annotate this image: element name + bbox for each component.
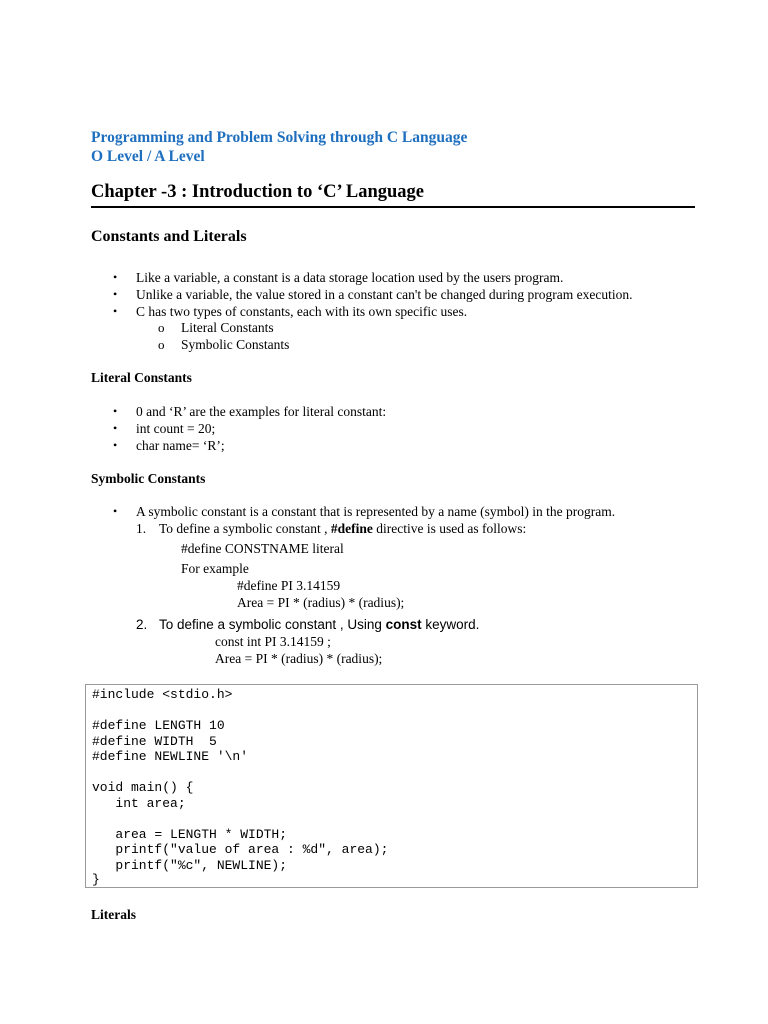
const-declaration: const int PI 3.14159 ; xyxy=(215,634,331,649)
item-2-suffix: keyword. xyxy=(421,617,480,632)
constants-bullet-3: C has two types of constants, each with its own specific uses. xyxy=(136,304,468,319)
const-area: Area = PI * (radius) * (radius); xyxy=(215,651,383,666)
chapter-title: Chapter -3 : Introduction to ‘C’ Language xyxy=(91,182,695,208)
symbolic-item-1-number: 1. xyxy=(136,521,147,536)
symbolic-item-2-text xyxy=(159,616,479,633)
bullet-marker: • xyxy=(113,304,118,318)
code-line: printf("%c", NEWLINE); xyxy=(92,857,288,873)
level-label: O Level / A Level xyxy=(91,148,205,165)
sub-bullet-marker: o xyxy=(158,320,165,335)
symbolic-item-2-number: 2. xyxy=(136,617,148,632)
example-define-pi: #define PI 3.14159 xyxy=(237,578,341,593)
define-keyword: #define xyxy=(330,521,373,536)
code-sample-box xyxy=(85,684,698,888)
bullet-marker: • xyxy=(113,504,118,518)
item-1-suffix: directive is used as follows: xyxy=(372,521,527,536)
code-line: #include <stdio.h> xyxy=(92,687,233,702)
code-line: } xyxy=(92,872,100,887)
literal-bullet-3: char name= ‘R’; xyxy=(136,438,225,453)
constants-bullet-1: Like a variable, a constant is a data storage location used by the users program. xyxy=(136,270,564,285)
code-line: #define WIDTH 5 xyxy=(92,733,217,749)
code-line: printf("value of area : %d", area); xyxy=(92,842,389,857)
bullet-marker: • xyxy=(113,421,118,435)
sub-bullet-literal-constants: Literal Constants xyxy=(181,320,274,335)
sub-bullet-marker: o xyxy=(158,337,165,352)
code-line: #define NEWLINE '\n' xyxy=(92,749,249,764)
bullet-marker: • xyxy=(113,438,118,452)
define-syntax: #define CONSTNAME literal xyxy=(181,541,344,556)
constants-section-title: Constants and Literals xyxy=(91,228,247,245)
example-label: For example xyxy=(181,561,249,576)
sub-bullet-symbolic-constants: Symbolic Constants xyxy=(181,337,290,352)
item-1-prefix: To define a symbolic constant , xyxy=(159,521,331,536)
literal-constants-title: Literal Constants xyxy=(91,370,192,385)
symbolic-constants-title: Symbolic Constants xyxy=(91,471,206,486)
code-line: int area; xyxy=(92,795,186,811)
literals-title: Literals xyxy=(91,907,136,922)
const-keyword: const xyxy=(385,617,422,632)
item-2-prefix: To define a symbolic constant , Using xyxy=(159,617,386,632)
example-area: Area = PI * (radius) * (radius); xyxy=(237,595,405,610)
literal-bullet-1: 0 and ‘R’ are the examples for literal constant: xyxy=(136,404,387,419)
literal-bullet-2: int count = 20; xyxy=(136,421,216,436)
course-title: Programming and Problem Solving through C Language xyxy=(91,129,468,146)
bullet-marker: • xyxy=(113,270,118,284)
code-line: #define LENGTH 10 xyxy=(92,718,225,733)
code-line: void main() { xyxy=(92,780,194,795)
symbolic-item-1-text xyxy=(159,520,526,537)
symbolic-bullet: A symbolic constant is a constant that is represented by a name (symbol) in the program. xyxy=(136,504,616,519)
code-line: area = LENGTH * WIDTH; xyxy=(92,826,288,842)
bullet-marker: • xyxy=(113,404,118,418)
bullet-marker: • xyxy=(113,287,118,301)
constants-bullet-2: Unlike a variable, the value stored in a constant can't be changed during program execution. xyxy=(136,287,633,302)
